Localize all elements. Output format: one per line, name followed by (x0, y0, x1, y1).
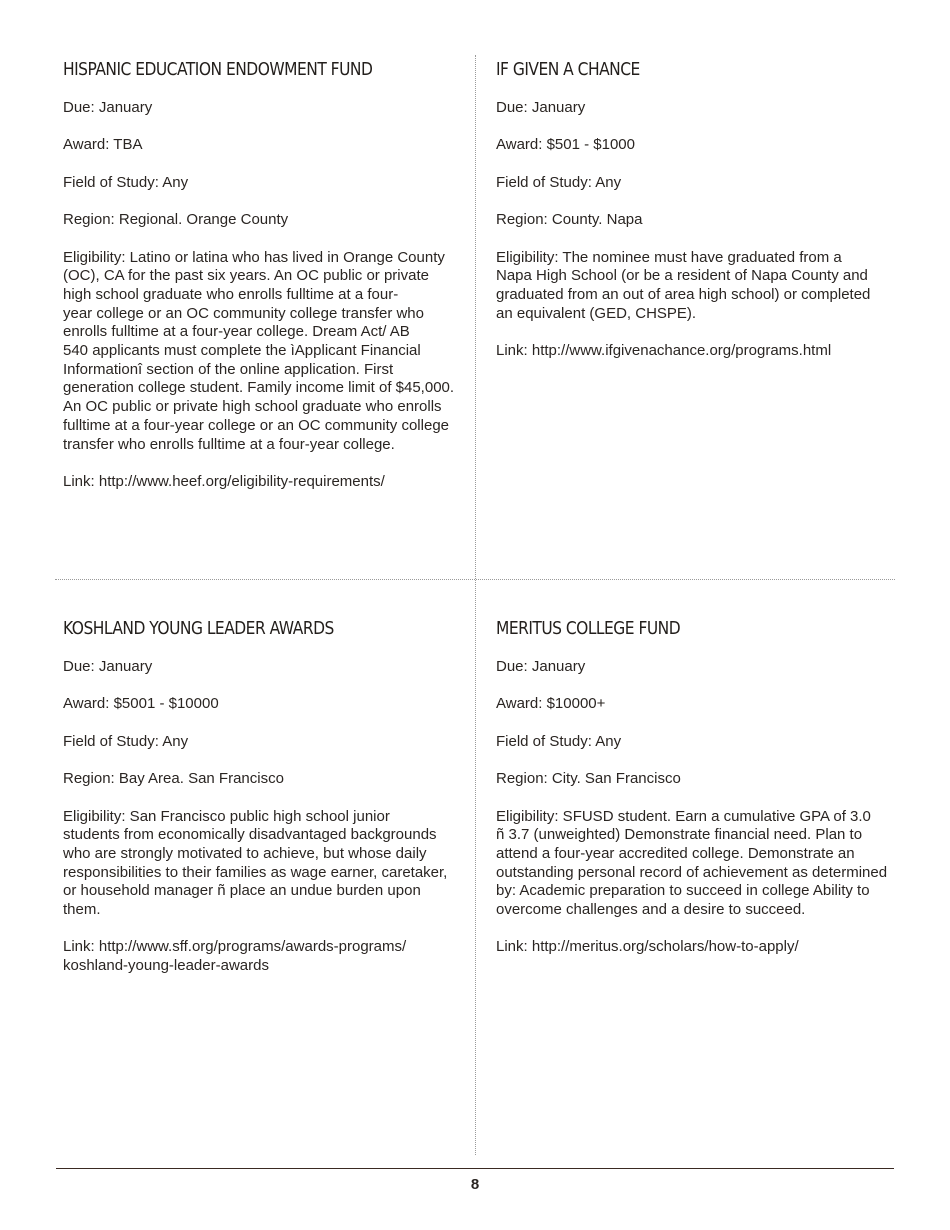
scholarship-title: MERITUS COLLEGE FUND (496, 618, 681, 639)
eligibility-line: by: Academic preparation to succeed in college Ability to (496, 882, 870, 900)
region: Region: Regional. Orange County (63, 211, 289, 229)
scholarship-title: HISPANIC EDUCATION ENDOWMENT FUND (63, 59, 373, 80)
region: Region: Bay Area. San Francisco (63, 770, 284, 788)
award-amount: Award: TBA (63, 136, 143, 154)
link[interactable] (63, 473, 458, 492)
eligibility-line: or household manager ñ place an undue burden upon (63, 882, 421, 900)
footer-rule (56, 1168, 894, 1169)
eligibility-line: them. (63, 901, 101, 919)
eligibility-line: (OC), CA for the past six years. An OC public or private (63, 267, 429, 285)
vertical-divider (475, 55, 476, 1155)
eligibility (496, 808, 891, 920)
scholarship-title: KOSHLAND YOUNG LEADER AWARDS (63, 618, 334, 639)
eligibility-line: Eligibility: San Francisco public high school junior (63, 807, 390, 825)
eligibility-line: students from economically disadvantaged backgrounds (63, 826, 437, 844)
link[interactable] (496, 938, 891, 957)
eligibility (496, 249, 891, 324)
due-date: Due: January (63, 99, 153, 116)
eligibility-line: ñ 3.7 (unweighted) Demonstrate financial need. Plan to (496, 826, 863, 844)
page-number: 8 (470, 1176, 480, 1193)
eligibility-line: attend a four-year accredited college. Demonstrate an (496, 844, 855, 862)
eligibility-line: outstanding personal record of achievement as determined (496, 863, 888, 881)
due-date: Due: January (496, 99, 586, 116)
eligibility-line: who are strongly motivated to achieve, but whose daily (63, 844, 427, 862)
due-date: Due: January (496, 658, 586, 675)
link-line[interactable]: Link: http://meritus.org/scholars/how-to-apply/ (496, 938, 799, 956)
eligibility-line: generation college student. Family income limit of $45,000. (63, 379, 455, 397)
eligibility-line: Napa High School (or be a resident of Napa County and (496, 267, 868, 285)
eligibility-line: Informationî section of the online application. First (63, 360, 394, 378)
eligibility-line: high school graduate who enrolls fulltime at a four- (63, 285, 399, 303)
scholarship-title: IF GIVEN A CHANCE (496, 59, 640, 80)
region: Region: County. Napa (496, 211, 643, 229)
link-line[interactable]: koshland-young-leader-awards (63, 957, 269, 975)
link[interactable] (63, 938, 458, 975)
field-of-study: Field of Study: Any (496, 732, 622, 750)
eligibility-line: an equivalent (GED, CHSPE). (496, 304, 697, 322)
link-line[interactable]: Link: http://www.sff.org/programs/awards-programs/ (63, 938, 407, 956)
eligibility-line: Eligibility: SFUSD student. Earn a cumulative GPA of 3.0 (496, 807, 871, 825)
eligibility-line: fulltime at a four-year college or an OC community college (63, 416, 450, 434)
link-line[interactable]: Link: http://www.ifgivenachance.org/programs.html (496, 342, 832, 360)
field-of-study: Field of Study: Any (496, 173, 622, 191)
due-date: Due: January (63, 658, 153, 675)
scholarship-entry (496, 58, 891, 379)
award-amount: Award: $10000+ (496, 695, 606, 713)
scholarship-entry (63, 58, 458, 510)
eligibility-line: Eligibility: The nominee must have graduated from a (496, 248, 842, 266)
field-of-study: Field of Study: Any (63, 732, 189, 750)
eligibility (63, 249, 458, 455)
link-line[interactable]: Link: http://www.heef.org/eligibility-requirements/ (63, 472, 385, 490)
eligibility-line: 540 applicants must complete the ìApplicant Financial (63, 342, 421, 360)
award-amount: Award: $5001 - $10000 (63, 695, 219, 713)
eligibility-line: overcome challenges and a desire to succeed. (496, 901, 806, 919)
eligibility-line: An OC public or private high school graduate who enrolls (63, 398, 442, 416)
eligibility-line: transfer who enrolls fulltime at a four-year college. (63, 435, 395, 453)
eligibility-line: graduated from an out of area high school) or completed (496, 285, 871, 303)
horizontal-divider (55, 579, 895, 580)
eligibility-line: enrolls fulltime at a four-year college. Dream Act/ AB (63, 323, 410, 341)
link[interactable] (496, 342, 891, 361)
field-of-study: Field of Study: Any (63, 173, 189, 191)
eligibility (63, 808, 458, 920)
award-amount: Award: $501 - $1000 (496, 136, 635, 154)
eligibility-line: year college or an OC community college transfer who (63, 304, 424, 322)
eligibility-line: responsibilities to their families as wage earner, caretaker, (63, 863, 448, 881)
scholarship-entry (496, 617, 891, 976)
eligibility-line: Eligibility: Latino or latina who has lived in Orange County (63, 248, 445, 266)
region: Region: City. San Francisco (496, 770, 681, 788)
scholarship-entry (63, 617, 458, 995)
